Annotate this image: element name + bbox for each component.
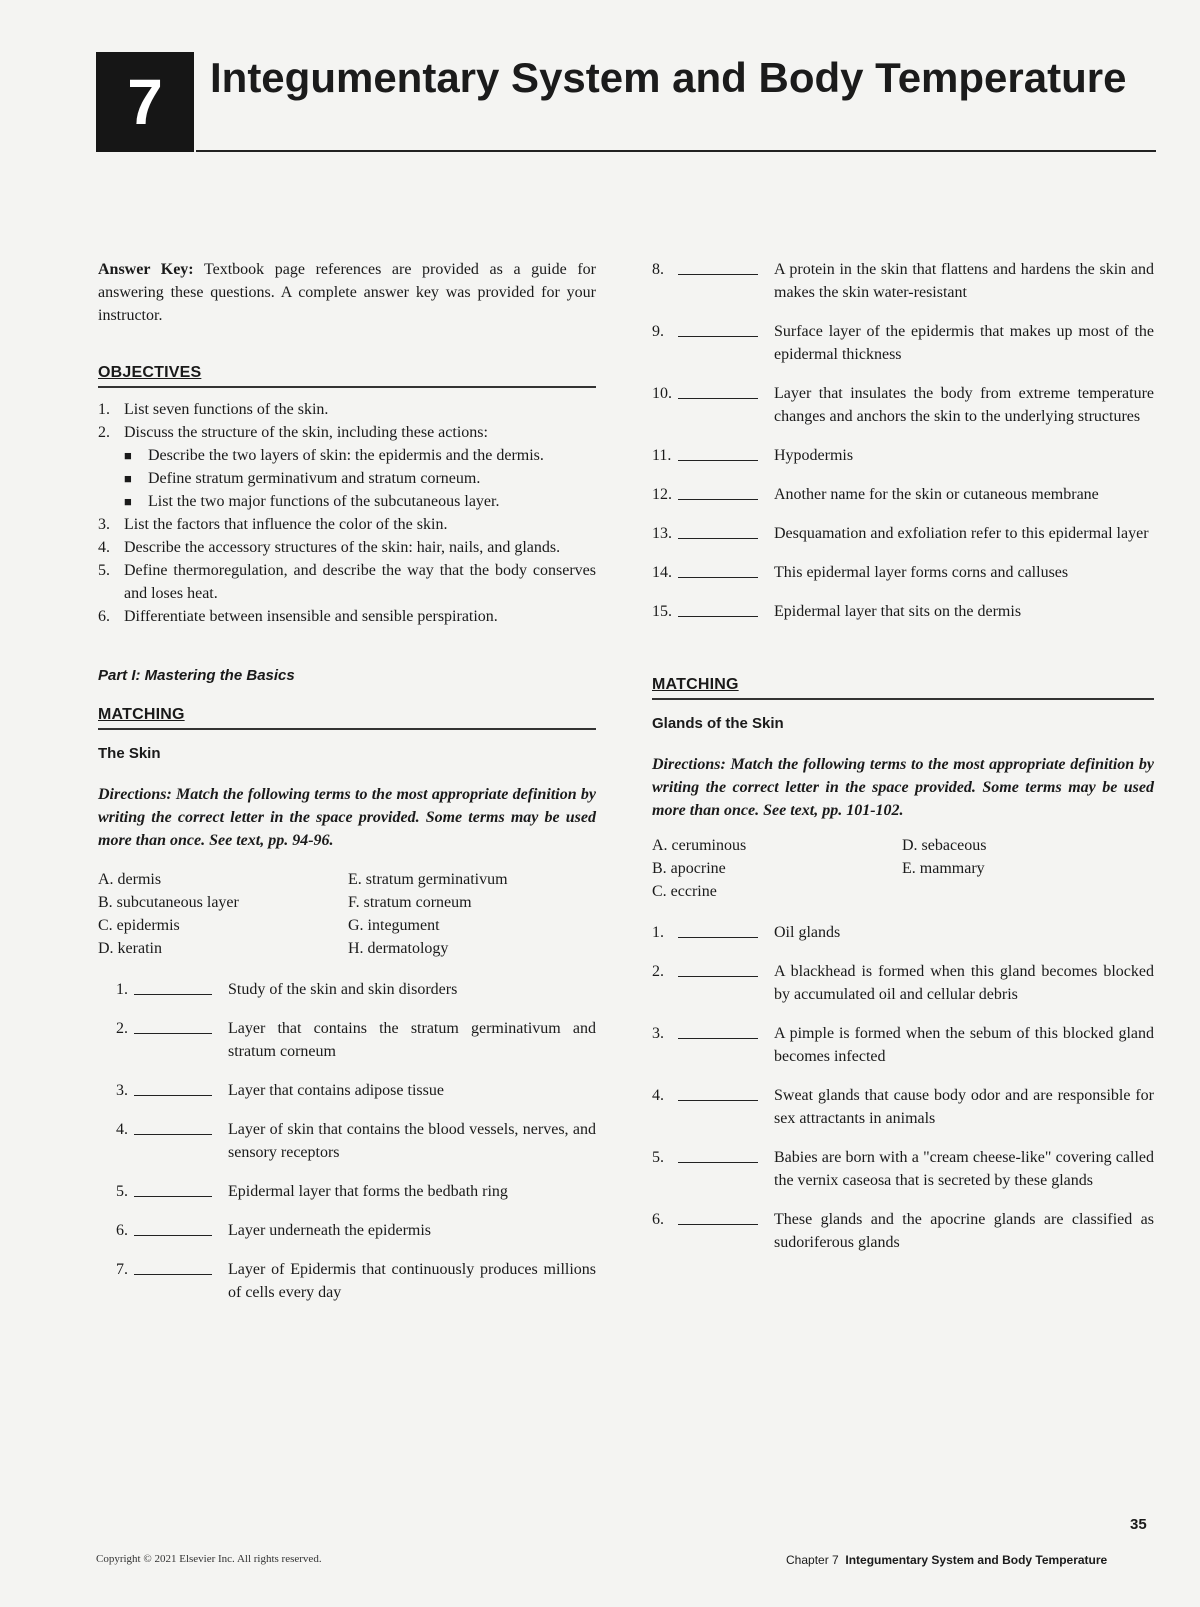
chapter-number-badge: 7 (96, 52, 194, 152)
question-row: 15. Epidermal layer that sits on the dermis (652, 600, 1154, 623)
term-item (902, 880, 1154, 903)
answer-blank[interactable] (678, 561, 758, 578)
question-row: 1. Study of the skin and skin disorders (98, 978, 596, 1001)
answer-blank[interactable] (134, 1118, 212, 1135)
answer-blank[interactable] (678, 258, 758, 275)
answer-blank[interactable] (678, 382, 758, 399)
term-item: B. subcutaneous layer (98, 894, 239, 911)
bullet-icon: ■ (124, 471, 132, 486)
objective-subitem: ■ Describe the two layers of skin: the epidermis and the dermis. (124, 444, 596, 467)
term-item: F. stratum corneum (348, 894, 472, 911)
page-number: 35 (1130, 1516, 1147, 1533)
question-row: 10. Layer that insulates the body from extreme temperature changes and anchors the skin to the underlying structures (652, 382, 1154, 428)
objective-item: 6. Differentiate between insensible and sensible perspiration. (98, 608, 498, 625)
left-column (98, 258, 596, 1320)
question-row: 5. Epidermal layer that forms the bedbath ring (98, 1180, 596, 1203)
answer-blank[interactable] (678, 1022, 758, 1039)
term-item: A. ceruminous (652, 837, 747, 854)
chapter-footer (786, 1553, 1107, 1567)
answer-key-text: Textbook page references are provided as a guide for answering these questions. A complete answer key was provided for your instructor. (98, 261, 596, 324)
term-item: D. keratin (98, 940, 162, 957)
answer-blank[interactable] (678, 320, 758, 337)
question-row: 6. Layer underneath the epidermis (98, 1219, 596, 1242)
objective-item: 3. List the factors that influence the color of the skin. (98, 516, 448, 533)
answer-blank[interactable] (134, 1079, 212, 1096)
question-row: 13. Desquamation and exfoliation refer to this epidermal layer (652, 522, 1154, 545)
footer-chapter-title: Integumentary System and Body Temperature (845, 1553, 1108, 1567)
matching-heading: MATCHING (98, 703, 596, 730)
question-row: 3. Layer that contains adipose tissue (98, 1079, 596, 1102)
question-row: 1. Oil glands (652, 921, 1154, 944)
term-item: E. stratum germinativum (348, 871, 508, 888)
term-item: C. epidermis (98, 917, 180, 934)
answer-blank[interactable] (678, 1084, 758, 1101)
question-row: 14. This epidermal layer forms corns and calluses (652, 561, 1154, 584)
answer-blank[interactable] (678, 600, 758, 617)
title-rule (196, 150, 1156, 152)
term-item: C. eccrine (652, 883, 717, 900)
bullet-icon: ■ (124, 448, 132, 463)
term-item: G. integument (348, 917, 440, 934)
question-row: 2. A blackhead is formed when this gland becomes blocked by accumulated oil and cellular debris (652, 960, 1154, 1006)
question-row: 2. Layer that contains the stratum germinativum and stratum corneum (98, 1017, 596, 1063)
section-subheading: Glands of the Skin (652, 715, 784, 732)
answer-key-lead: Answer Key: (98, 261, 194, 278)
objective-item: 4. Describe the accessory structures of the skin: hair, nails, and glands. (98, 539, 561, 556)
term-item: D. sebaceous (902, 837, 987, 854)
question-row: 12. Another name for the skin or cutaneous membrane (652, 483, 1154, 506)
answer-blank[interactable] (678, 483, 758, 500)
copyright-footer: Copyright © 2021 Elsevier Inc. All rights reserved. (96, 1553, 322, 1565)
answer-blank[interactable] (678, 1146, 758, 1163)
directions-text: Directions: Match the following terms to the most appropriate definition by writing the correct letter in the space provided. Some terms may be used more than once. See text, pp. 101-102. (652, 756, 1154, 819)
question-row: 5. Babies are born with a "cream cheese-like" covering called the vernix caseosa that is secreted by these glands (652, 1146, 1154, 1192)
answer-key-note (98, 258, 596, 327)
term-item: H. dermatology (348, 940, 449, 957)
question-row: 8. A protein in the skin that flattens and hardens the skin and makes the skin water-resistant (652, 258, 1154, 304)
objective-item: 2. Discuss the structure of the skin, including these actions: (98, 424, 488, 441)
term-list (652, 834, 1154, 903)
answer-blank[interactable] (134, 978, 212, 995)
answer-blank[interactable] (678, 1208, 758, 1225)
question-row: 6. These glands and the apocrine glands are classified as sudoriferous glands (652, 1208, 1154, 1254)
answer-blank[interactable] (134, 1258, 212, 1275)
objectives-heading: OBJECTIVES (98, 361, 596, 388)
objective-item: 1. List seven functions of the skin. (98, 401, 329, 418)
section-subheading: The Skin (98, 745, 161, 762)
footer-chapter-label: Chapter 7 (786, 1553, 839, 1567)
answer-blank[interactable] (678, 522, 758, 539)
term-item: E. mammary (902, 860, 985, 877)
answer-blank[interactable] (678, 921, 758, 938)
matching-heading: MATCHING (652, 673, 1154, 700)
objective-subitems (98, 444, 596, 513)
answer-blank[interactable] (678, 960, 758, 977)
question-row: 9. Surface layer of the epidermis that makes up most of the epidermal thickness (652, 320, 1154, 366)
objective-item: 5. Define thermoregulation, and describe the way that the body conserves and loses heat. (98, 562, 596, 602)
bullet-icon: ■ (124, 494, 132, 509)
objectives-list (98, 398, 596, 628)
answer-blank[interactable] (678, 444, 758, 461)
objective-subitem: ■ List the two major functions of the subcutaneous layer. (124, 490, 596, 513)
objective-subitem: ■ Define stratum germinativum and stratum corneum. (124, 467, 596, 490)
answer-blank[interactable] (134, 1017, 212, 1034)
term-list (98, 868, 596, 960)
question-row: 4. Sweat glands that cause body odor and are responsible for sex attractants in animals (652, 1084, 1154, 1130)
answer-blank[interactable] (134, 1180, 212, 1197)
question-row: 11. Hypodermis (652, 444, 1154, 467)
question-row: 4. Layer of skin that contains the blood vessels, nerves, and sensory receptors (98, 1118, 596, 1164)
term-item: A. dermis (98, 871, 162, 888)
term-item: B. apocrine (652, 860, 726, 877)
directions-text: Directions: Match the following terms to the most appropriate definition by writing the correct letter in the space provided. Some terms may be used more than once. See text, pp. 94-96. (98, 786, 596, 849)
part-heading: Part I: Mastering the Basics (98, 667, 295, 684)
question-row: 3. A pimple is formed when the sebum of this blocked gland becomes infected (652, 1022, 1154, 1068)
question-row: 7. Layer of Epidermis that continuously produces millions of cells every day (98, 1258, 596, 1304)
right-column (652, 258, 1154, 1270)
chapter-title: Integumentary System and Body Temperature (210, 54, 1127, 101)
answer-blank[interactable] (134, 1219, 212, 1236)
